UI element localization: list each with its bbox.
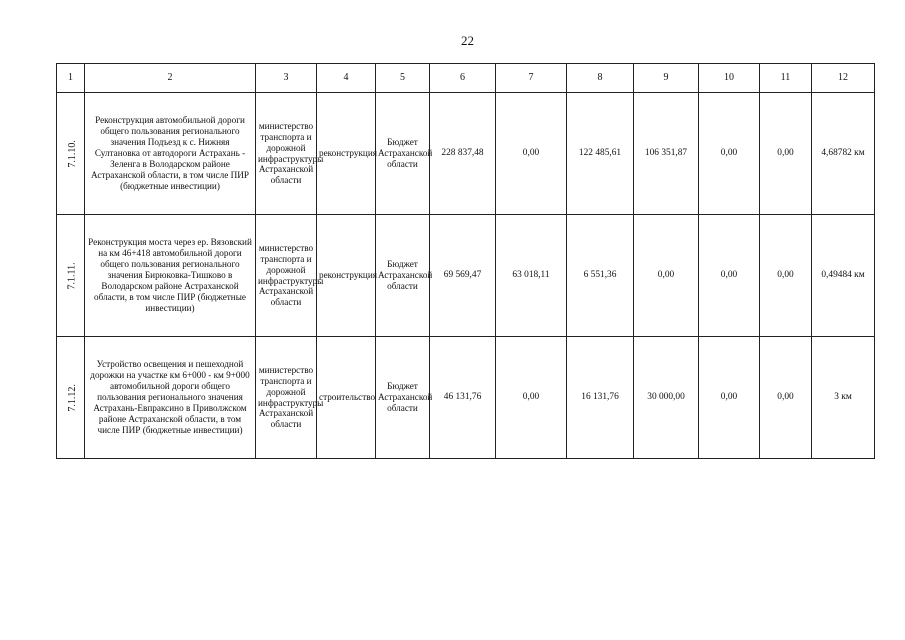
value-cell: 0,00 [760,215,812,337]
value-cell: 122 485,61 [567,93,634,215]
value-cell: 0,00 [760,93,812,215]
result-cell: 0,49484 км [812,215,875,337]
work-type-cell: реконструкция [317,215,376,337]
value-cell: 0,00 [496,337,567,459]
work-type-cell: реконструкция [317,93,376,215]
result-cell: 3 км [812,337,875,459]
column-header: 11 [760,64,812,93]
total-cell: 46 131,76 [430,337,496,459]
executor-cell: министерство транспорта и дорожной инфраструктуры Астраханской области [256,337,317,459]
row-number: 7.1.11. [66,261,78,290]
row-number-cell [57,337,85,459]
project-name-cell: Устройство освещения и пешеходной дорожки на участке км 6+000 - км 9+000 автомобильной дороги общего пользования регионального значения Астрахань-Евпраксино в Приволжском районе Астраханской области, в том числе ПИР (бюджетные инвестиции) [85,337,256,459]
row-number-cell [57,215,85,337]
value-cell: 0,00 [634,215,699,337]
executor-cell: министерство транспорта и дорожной инфраструктуры Астраханской области [256,215,317,337]
work-type-cell: строительство [317,337,376,459]
value-cell: 106 351,87 [634,93,699,215]
row-number: 7.1.12. [66,383,78,412]
value-cell: 30 000,00 [634,337,699,459]
value-cell: 63 018,11 [496,215,567,337]
column-header: 9 [634,64,699,93]
value-cell: 0,00 [699,93,760,215]
table-row [57,337,875,459]
executor-cell: министерство транспорта и дорожной инфраструктуры Астраханской области [256,93,317,215]
column-header: 5 [376,64,430,93]
column-header: 10 [699,64,760,93]
funding-source-cell: Бюджет Астраханской области [376,337,430,459]
column-header: 3 [256,64,317,93]
column-header: 12 [812,64,875,93]
value-cell: 16 131,76 [567,337,634,459]
value-cell: 0,00 [699,215,760,337]
column-header: 6 [430,64,496,93]
total-cell: 69 569,47 [430,215,496,337]
table-row [57,93,875,215]
column-header: 2 [85,64,256,93]
value-cell: 0,00 [699,337,760,459]
column-header: 4 [317,64,376,93]
column-number-row [57,64,875,93]
funding-source-cell: Бюджет Астраханской области [376,215,430,337]
value-cell: 0,00 [496,93,567,215]
program-table [56,63,875,459]
funding-source-cell: Бюджет Астраханской области [376,93,430,215]
value-cell: 0,00 [760,337,812,459]
row-number-cell [57,93,85,215]
column-header: 8 [567,64,634,93]
page-number: 22 [461,33,474,48]
column-header: 7 [496,64,567,93]
total-cell: 228 837,48 [430,93,496,215]
result-cell: 4,68782 км [812,93,875,215]
column-header: 1 [57,64,85,93]
value-cell: 6 551,36 [567,215,634,337]
row-number: 7.1.10. [66,139,78,168]
table-row [57,215,875,337]
project-name-cell: Реконструкция автомобильной дороги общего пользования регионального значения Подъезд к с. Нижняя Султановка от автодороги Астрахань - Зеленга в Володарском районе Астраханской области, в том числе ПИР (бюджетные инвестиции) [85,93,256,215]
project-name-cell: Реконструкция моста через ер. Вязовский на км 46+418 автомобильной дороги общего пользования регионального значения Бирюковка-Тишково в Володарском районе Астраханской области, в том числе ПИР (бюджетные инвестиции) [85,215,256,337]
